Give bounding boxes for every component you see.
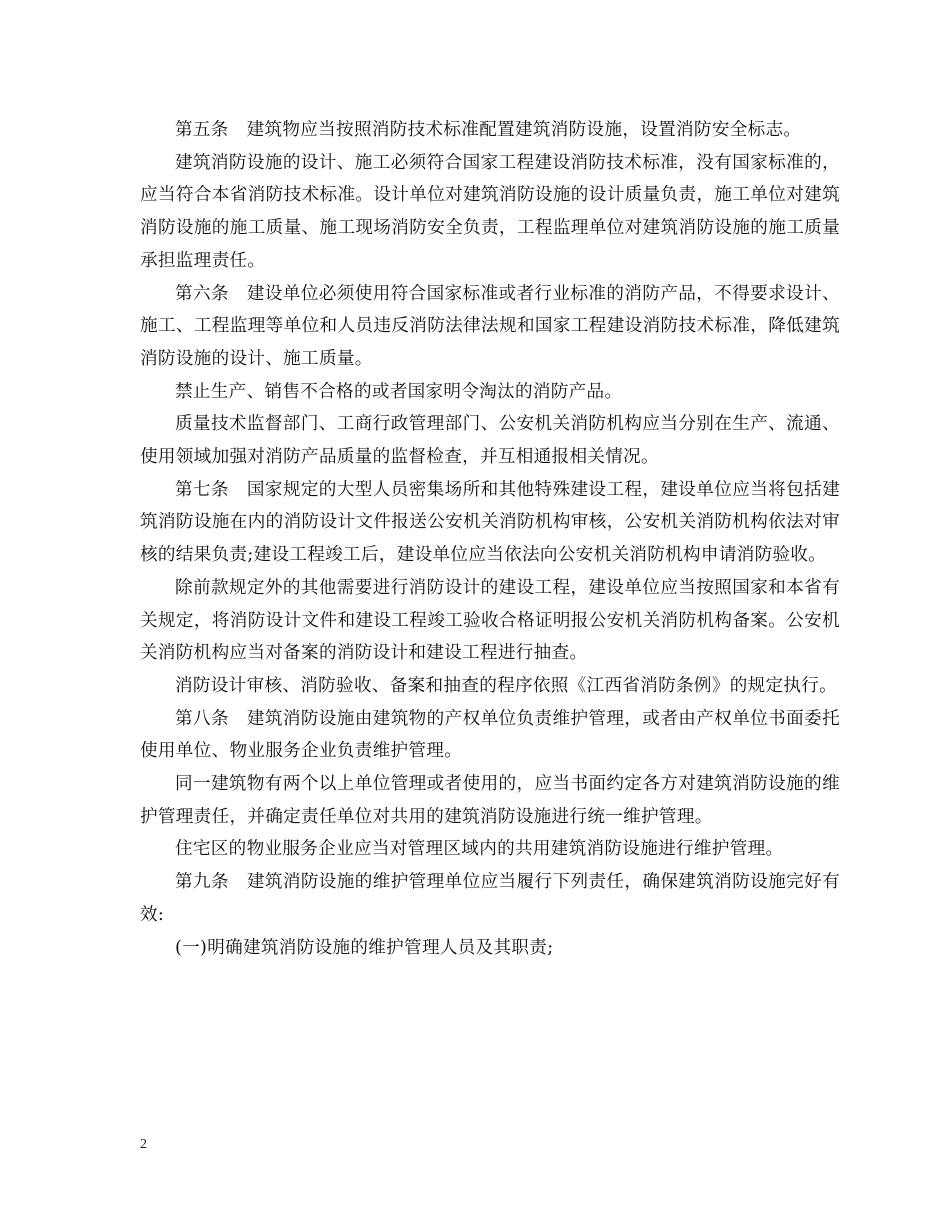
article-7-paragraph: 第七条 国家规定的大型人员密集场所和其他特殊建设工程，建设单位应当将包括建筑消防设施在内的消防设计文件报送公安机关消防机构审核，公安机关消防机构依法对审核的结果负责;建设工程竣工后，建设单位应当依法向公安机关消防机构申请消防验收。 <box>140 479 840 566</box>
article-8-paragraph: 第八条 建筑消防设施由建筑物的产权单位负责维护管理，或者由产权单位书面委托使用单位、物业服务企业负责维护管理。 <box>140 708 840 762</box>
paragraph: 质量技术监督部门、工商行政管理部门、公安机关消防机构应当分别在生产、流通、使用领域加强对消防产品质量的监督检查，并互相通报相关情况。 <box>140 414 840 468</box>
paragraph: 住宅区的物业服务企业应当对管理区域内的共用建筑消防设施进行维护管理。 <box>175 839 784 860</box>
paragraph: 建筑消防设施的设计、施工必须符合国家工程建设消防技术标准，没有国家标准的，应当符合本省消防技术标准。设计单位对建筑消防设施的设计质量负责，施工单位对建筑消防设施的施工质量、施工现场消防安全负责，工程监理单位对建筑消防设施的施工质量承担监理责任。 <box>140 152 840 271</box>
article-9-paragraph: 第九条 建筑消防设施的维护管理单位应当履行下列责任，确保建筑消防设施完好有效: <box>140 872 840 925</box>
page-number: 2 <box>140 1137 147 1152</box>
paragraph: 除前款规定外的其他需要进行消防设计的建设工程，建设单位应当按照国家和本省有关规定，将消防设计文件和建设工程竣工验收合格证明报公安机关消防机构备案。公安机关消防机构应当对备案的消防设计和建设工程进行抽查。 <box>140 577 840 664</box>
paragraph: 同一建筑物有两个以上单位管理或者使用的，应当书面约定各方对建筑消防设施的维护管理责任，并确定责任单位对共用的建筑消防设施进行统一维护管理。 <box>140 774 840 827</box>
body-text <box>140 114 840 964</box>
article-6-paragraph: 第六条 建设单位必须使用符合国家标准或者行业标准的消防产品，不得要求设计、施工、工程监理等单位和人员违反消防法律法规和国家工程建设消防技术标准，降低建筑消防设施的设计、施工质量。 <box>140 283 840 369</box>
list-item: (一)明确建筑消防设施的维护管理人员及其职责; <box>175 937 554 958</box>
paragraph: 禁止生产、销售不合格的或者国家明令淘汰的消防产品。 <box>175 381 623 402</box>
paragraph: 消防设计审核、消防验收、备案和抽查的程序依照《江西省消防条例》的规定执行。 <box>175 675 838 696</box>
article-5-paragraph: 第五条 建筑物应当按照消防技术标准配置建筑消防设施，设置消防安全标志。 <box>175 120 802 140</box>
